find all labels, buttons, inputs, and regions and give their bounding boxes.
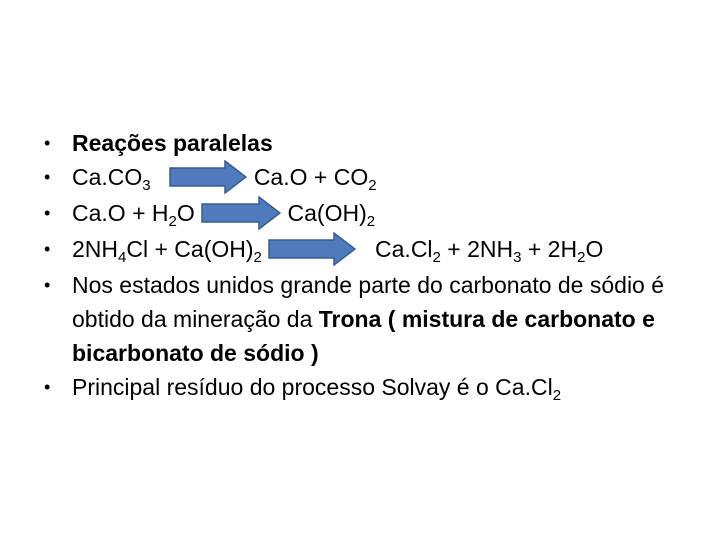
product: + 2NH bbox=[440, 235, 514, 262]
product: Ca.O + CO bbox=[253, 164, 369, 190]
bullet-dot: • bbox=[44, 274, 51, 295]
subscript: 2 bbox=[366, 212, 376, 230]
subscript: 3 bbox=[142, 177, 151, 194]
product: O bbox=[585, 235, 604, 262]
subscript: 4 bbox=[118, 248, 127, 266]
bullet-reaction-2 bbox=[44, 196, 704, 232]
subscript: 2 bbox=[168, 212, 177, 230]
bullet-reaction-3 bbox=[44, 232, 704, 268]
right-arrow-icon bbox=[169, 160, 247, 194]
reactant-tail: O bbox=[176, 199, 195, 226]
reactant: Ca.CO bbox=[72, 164, 143, 190]
bullet-list bbox=[44, 126, 704, 404]
trona-text: Nos estados unidos grande parte do carbonato de sódio é obtido da mineração da bbox=[72, 271, 665, 332]
right-arrow-icon bbox=[268, 232, 356, 266]
bullet-reacoes-paralelas bbox=[44, 126, 704, 160]
subscript: 3 bbox=[513, 248, 522, 266]
bullet-trona bbox=[44, 268, 704, 370]
heading-text: Reações paralelas bbox=[72, 130, 273, 156]
reactant: 2NH bbox=[72, 235, 119, 262]
subscript: 2 bbox=[253, 248, 262, 266]
reactant: Ca.O + H bbox=[72, 199, 169, 226]
subscript: 2 bbox=[577, 248, 586, 266]
trona-bold-text: Trona ( mistura de carbonato e bicarbonato de sódio ) bbox=[72, 305, 655, 366]
product: Ca(OH) bbox=[287, 199, 367, 226]
solvay-text: Principal resíduo do processo Solvay é o Ca.Cl bbox=[72, 373, 553, 400]
bullet-dot: • bbox=[44, 133, 51, 153]
bullet-reaction-1 bbox=[44, 160, 704, 196]
bullet-dot: • bbox=[44, 376, 51, 397]
subscript: 2 bbox=[368, 177, 377, 194]
bullet-dot: • bbox=[44, 167, 51, 187]
subscript: 2 bbox=[432, 248, 441, 266]
subscript: 2 bbox=[552, 386, 562, 404]
bullet-solvay-residue bbox=[44, 370, 704, 404]
product: Ca.Cl bbox=[375, 235, 433, 262]
reactant-tail: Cl + Ca(OH) bbox=[126, 235, 254, 262]
bullet-dot: • bbox=[44, 238, 51, 259]
product: + 2H bbox=[521, 235, 578, 262]
right-arrow-icon bbox=[201, 196, 281, 230]
bullet-dot: • bbox=[44, 202, 51, 223]
